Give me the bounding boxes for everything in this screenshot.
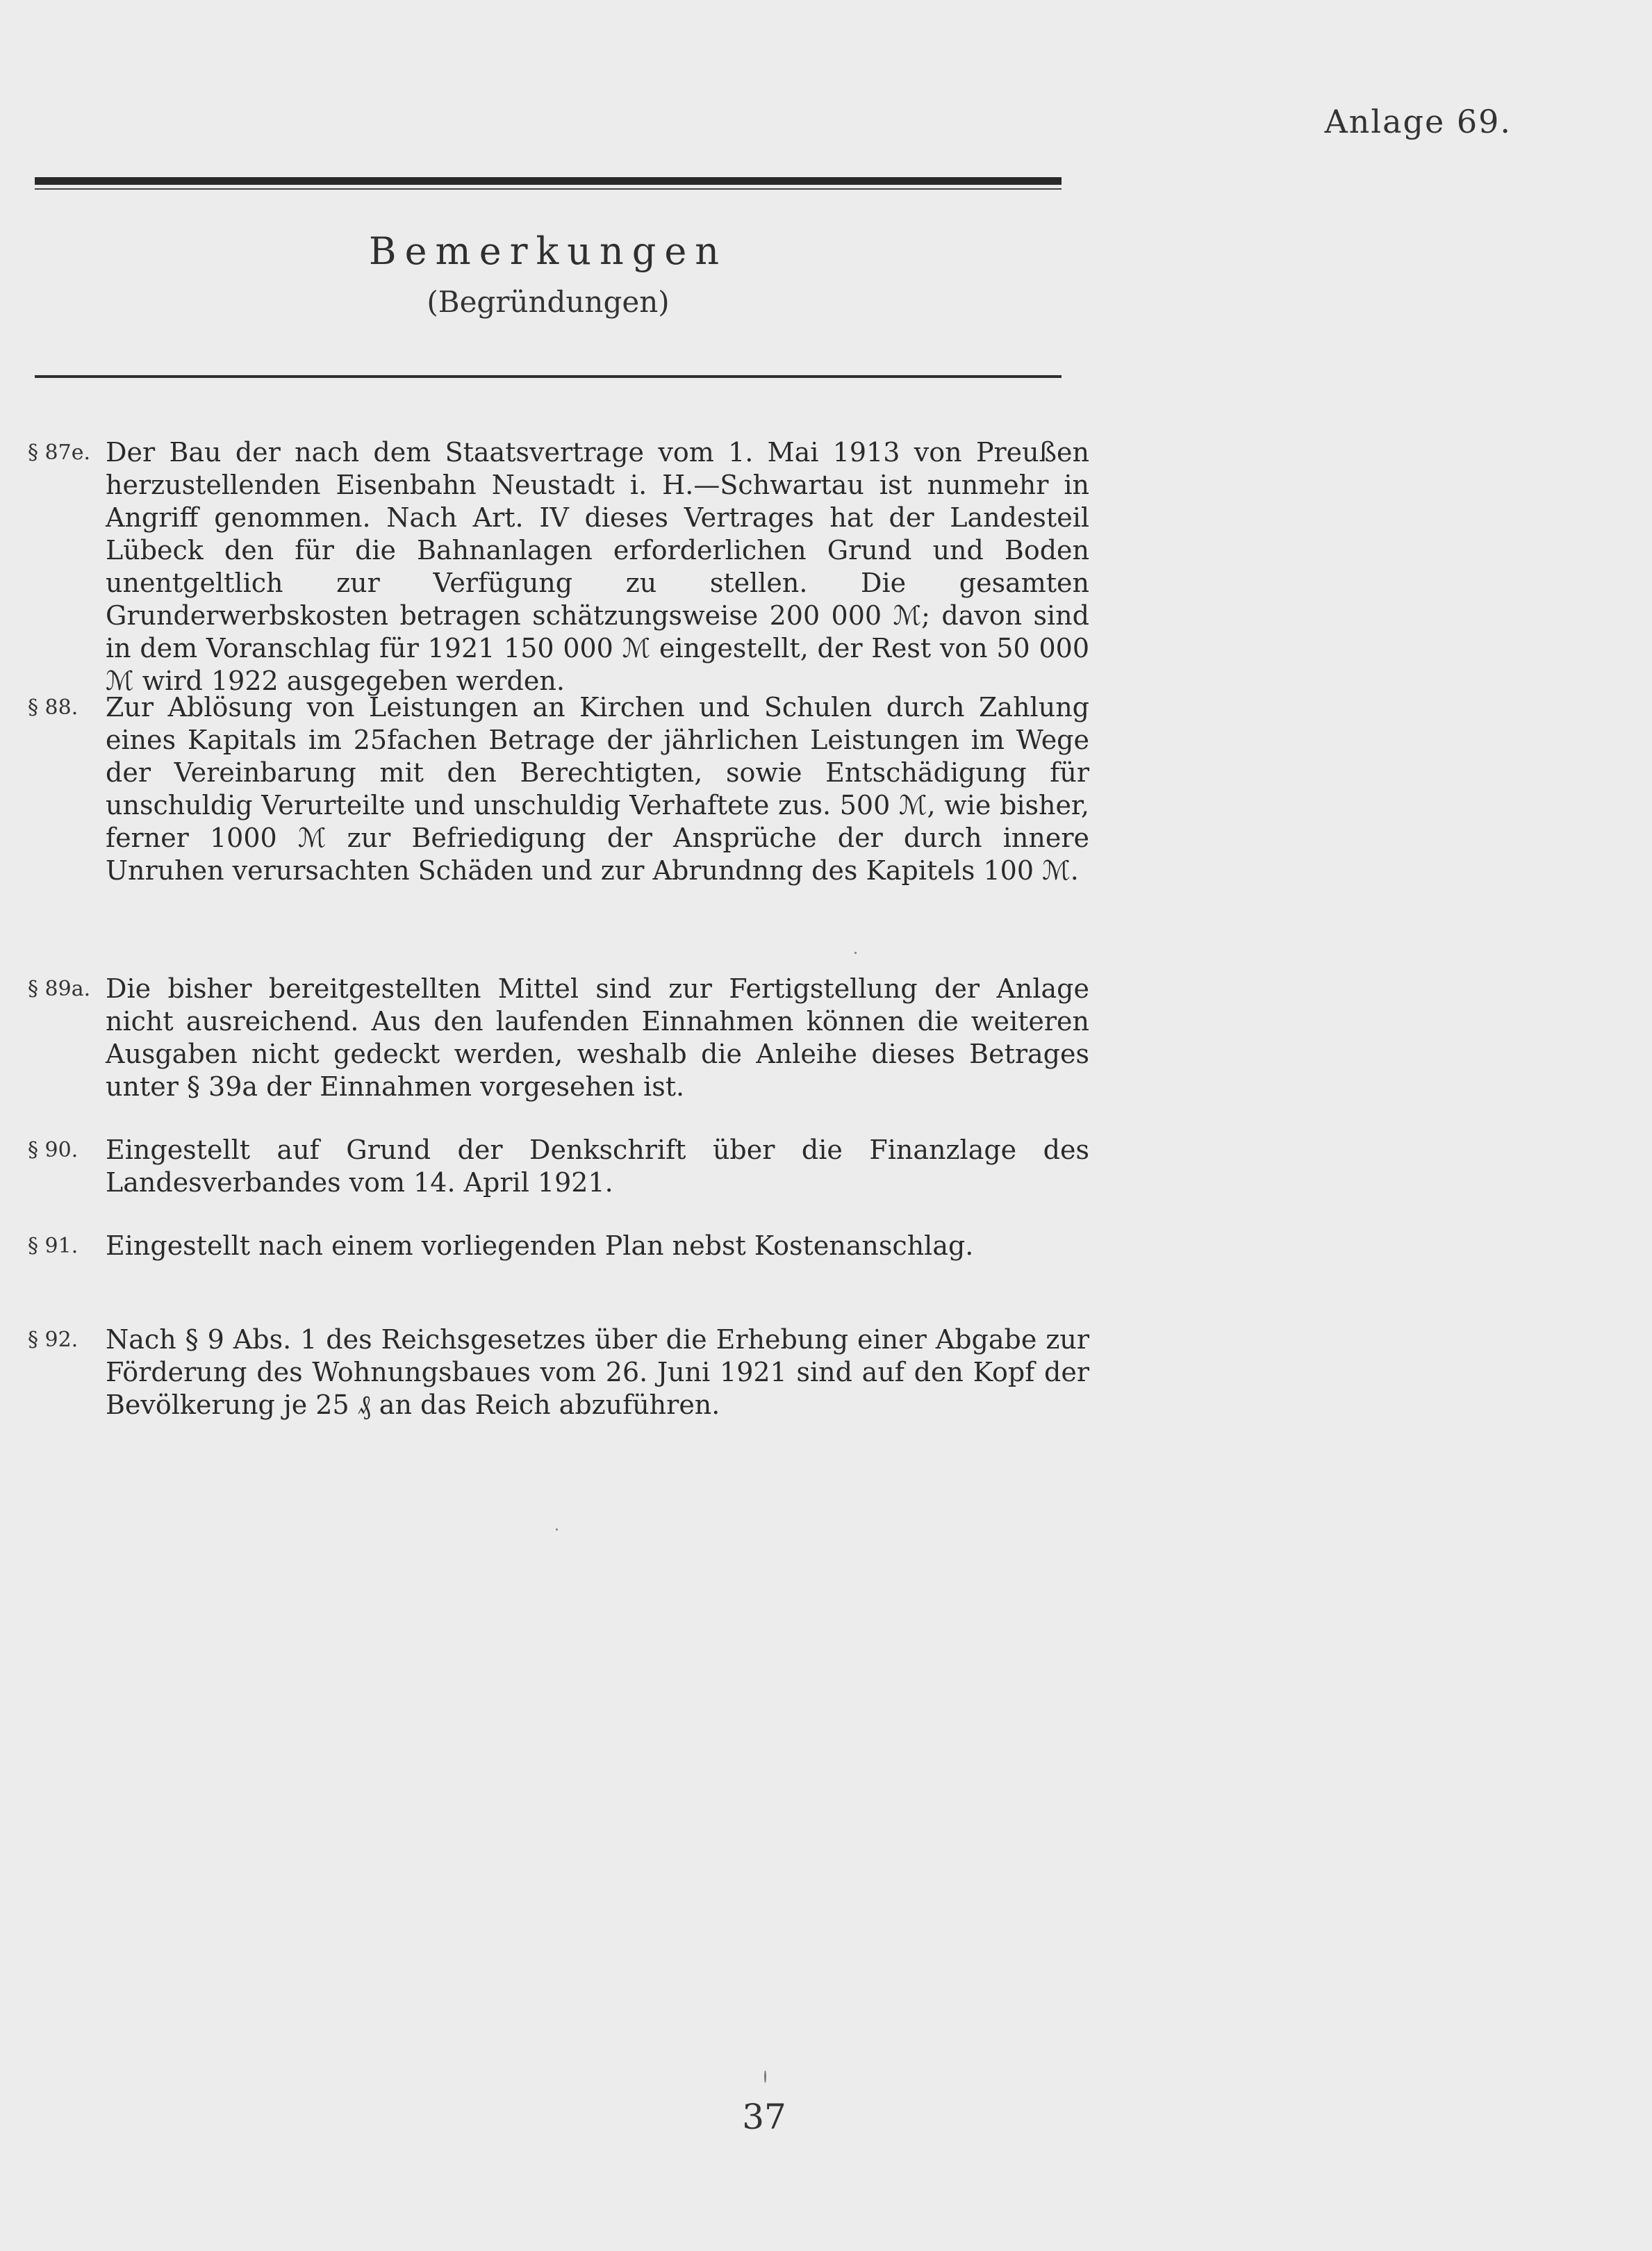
paragraph-text: Der Bau der nach dem Staatsvertrage vom 1. Mai 1913 von Preußen herzustellenden Eisenbahn Neustadt i. H.—Schwartau ist nunmehr in Angriff genommen. Nach Art. IV dieses Vertrages hat der Landesteil Lübeck den für die Bahnanlagen erforderlichen Grund und Boden unentgeltlich zur Verfügung zu stellen. Die gesamten Grunderwerbskosten betragen schätzungsweise 200 000 ℳ; davon sind in dem Voranschlag für 1921 150 000 ℳ eingestellt, der Rest von 50 000 ℳ wird 1922 ausgegeben werden. (106, 437, 1089, 696)
section-subheading: (Begründungen) (427, 285, 670, 319)
paragraph-text: Die bisher bereitgestellten Mittel sind zur Fertigstellung der Anlage nicht ausreichend. Aus den laufenden Einnahmen können die weiteren Ausgaben nicht gedeckt werden, weshalb die Anleihe dieses Betrages unter § 39a der Einnahmen vorgesehen ist. (106, 973, 1089, 1102)
paragraph-92 (28, 1324, 1089, 1421)
paragraph-label: § 87e. (28, 440, 90, 465)
paragraph-88 (28, 691, 1089, 887)
bottom-rule (35, 375, 1062, 378)
paragraph-text: Eingestellt auf Grund der Denkschrift über die Finanzlage des Landesverbandes vom 14. April 1921. (106, 1135, 1089, 1198)
paragraph-text: Zur Ablösung von Leistungen an Kirchen und Schulen durch Zahlung eines Kapitals im 25fachen Betrage der jährlichen Leistungen im Wege der Vereinbarung mit den Berechtigten, sowie Entschädigung für unschuldig Verurteilte und unschuldig Verhaftete zus. 500 ℳ, wie bisher, ferner 1000 ℳ zur Befriedigung der Ansprüche der durch innere Unruhen verursachten Schäden und zur Abrundnng des Kapitels 100 ℳ. (106, 692, 1089, 886)
paragraph-label: § 91. (28, 1234, 79, 1258)
paragraph-text: Eingestellt nach einem vorliegenden Plan nebst Kostenanschlag. (106, 1230, 974, 1261)
paragraph-89a (28, 973, 1089, 1103)
scan-speck (556, 1528, 558, 1531)
paragraph-87e (28, 436, 1089, 698)
paragraph-text: Nach § 9 Abs. 1 des Reichsgesetzes über die Erhebung einer Abgabe zur Förderung des Wohnungsbaues vom 26. Juni 1921 sind auf den Kopf der Bevölkerung je 25 ₰ an das Reich abzuführen. (106, 1324, 1089, 1420)
scan-speck (764, 2070, 766, 2083)
paragraph-label: § 88. (28, 695, 79, 720)
annex-label: Anlage 69. (1324, 103, 1512, 140)
paragraph-label: § 89a. (28, 977, 91, 1001)
top-rule (35, 177, 1062, 185)
scan-speck (854, 952, 857, 954)
section-heading: Bemerkungen (368, 229, 728, 273)
paragraph-label: § 90. (28, 1138, 79, 1162)
paragraph-90 (28, 1134, 1089, 1199)
page-number: 37 (742, 2097, 786, 2137)
paragraph-label: § 92. (28, 1328, 79, 1352)
paragraph-91 (28, 1230, 1063, 1262)
